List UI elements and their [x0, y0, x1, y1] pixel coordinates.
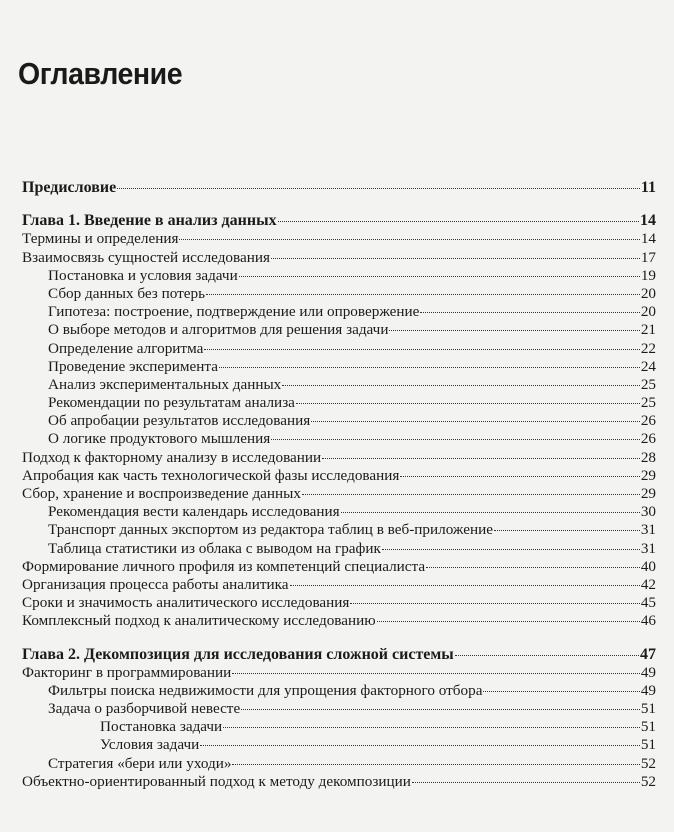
- toc-entry-label: Рекомендации по результатам анализа: [48, 394, 295, 412]
- toc-entry-label: Сроки и значимость аналитического исследования: [22, 594, 350, 612]
- toc-entry-label: Апробация как часть технологической фазы исследования: [22, 466, 400, 484]
- toc-entry-label: Взаимосвязь сущностей исследования: [22, 248, 270, 266]
- table-of-contents: [22, 179, 656, 791]
- toc-entry-page-number: 31: [640, 521, 656, 539]
- toc-entry-label: Организация процесса работы аналитика: [22, 575, 289, 593]
- toc-entry: [22, 412, 656, 430]
- dot-leader: [389, 330, 639, 331]
- toc-entry-label: Подход к факторному анализу в исследовании: [22, 448, 322, 466]
- toc-entry-page-number: 25: [640, 375, 656, 393]
- toc-entry-label: Объектно-ориентированный подход к методу декомпозиции: [22, 772, 411, 790]
- toc-entry-page-number: 42: [640, 575, 656, 593]
- toc-entry-label: Постановка и условия задачи: [48, 266, 238, 284]
- toc-entry-page-number: 20: [640, 303, 656, 321]
- dot-leader: [179, 239, 639, 240]
- toc-entry-label: О логике продуктового мышления: [48, 430, 271, 448]
- toc-chapter-entry: [22, 646, 656, 664]
- dot-leader: [302, 494, 640, 495]
- dot-leader: [420, 312, 639, 313]
- toc-entry: [22, 376, 656, 394]
- toc-entry-page-number: 47: [640, 645, 656, 663]
- toc-entry-page-number: 52: [640, 772, 656, 790]
- dot-leader: [455, 655, 639, 656]
- dot-leader: [117, 188, 640, 189]
- dot-leader: [341, 512, 640, 513]
- toc-entry-page-number: 46: [640, 612, 656, 630]
- toc-entry: [22, 664, 656, 682]
- toc-entry: [22, 249, 656, 267]
- dot-leader: [271, 439, 640, 440]
- dot-leader: [206, 294, 640, 295]
- dot-leader: [239, 276, 640, 277]
- toc-entry: [22, 394, 656, 412]
- toc-entry: [22, 230, 656, 248]
- toc-entry-page-number: 21: [640, 321, 656, 339]
- toc-entry: [22, 576, 656, 594]
- toc-entry-page-number: 20: [640, 284, 656, 302]
- toc-entry: [22, 285, 656, 303]
- toc-entry-label: Рекомендация вести календарь исследования: [48, 503, 340, 521]
- dot-leader: [282, 385, 640, 386]
- toc-entry-label: Постановка задачи: [100, 718, 223, 736]
- toc-entry-label: Сбор, хранение и воспроизведение данных: [22, 485, 301, 502]
- toc-entry-page-number: 31: [640, 539, 656, 557]
- toc-entry: [22, 700, 656, 718]
- toc-entry-label: Термины и определения: [22, 230, 179, 248]
- toc-entry-label: Глава 1. Введение в анализ данных: [22, 212, 277, 230]
- dot-leader: [426, 567, 640, 568]
- toc-entry-label: Условия задачи: [100, 736, 200, 754]
- dot-leader: [232, 673, 640, 674]
- toc-entry: [22, 612, 656, 630]
- toc-entry-label: О выборе методов и алгоритмов для решения задачи: [48, 321, 389, 339]
- toc-entry-label: Фильтры поиска недвижимости для упрощения факторного отбора: [48, 681, 483, 699]
- toc-entry: [22, 430, 656, 448]
- toc-entry: [22, 755, 656, 773]
- dot-leader: [382, 549, 640, 550]
- dot-leader: [219, 367, 640, 368]
- toc-entry: [22, 503, 656, 521]
- toc-entry-label: Задача о разборчивой невесте: [48, 700, 241, 718]
- toc-entry-label: Об апробации результатов исследования: [48, 412, 311, 430]
- toc-chapter-entry: [22, 179, 656, 197]
- toc-entry-label: Формирование личного профиля из компетенций специалиста: [22, 557, 426, 575]
- toc-entry-page-number: 14: [640, 230, 656, 248]
- toc-entry-label: Гипотеза: построение, подтверждение или опровержение: [48, 303, 420, 321]
- toc-entry-page-number: 40: [640, 557, 656, 575]
- toc-entry-label: Предисловие: [22, 179, 117, 196]
- toc-entry: [22, 267, 656, 285]
- page-title: Оглавление: [18, 56, 183, 91]
- dot-leader: [494, 530, 640, 531]
- toc-entry: [22, 594, 656, 612]
- toc-entry-page-number: 24: [640, 357, 656, 375]
- toc-entry-label: Определение алгоритма: [48, 339, 204, 357]
- toc-entry-page-number: 49: [640, 663, 656, 681]
- dot-leader: [412, 782, 640, 783]
- dot-leader: [232, 764, 639, 765]
- toc-entry-label: Транспорт данных экспортом из редактора таблиц в веб-приложение: [48, 521, 493, 539]
- toc-entry-label: Комплексный подход к аналитическому исследованию: [22, 612, 376, 630]
- dot-leader: [278, 221, 639, 222]
- toc-entry-page-number: 30: [640, 503, 656, 521]
- toc-entry: [22, 540, 656, 558]
- dot-leader: [200, 745, 640, 746]
- toc-entry-label: Таблица статистики из облака с выводом на график: [48, 539, 381, 557]
- dot-leader: [400, 476, 639, 477]
- dot-leader: [311, 421, 640, 422]
- toc-entry-page-number: 26: [640, 430, 656, 448]
- toc-entry-page-number: 25: [640, 394, 656, 412]
- dot-leader: [241, 709, 640, 710]
- toc-entry-label: Сбор данных без потерь: [48, 284, 206, 302]
- toc-entry-page-number: 28: [640, 448, 656, 466]
- dot-leader: [483, 691, 639, 692]
- dot-leader: [223, 727, 640, 728]
- toc-entry: [22, 321, 656, 339]
- toc-entry-page-number: 11: [640, 179, 656, 196]
- dot-leader: [377, 621, 640, 622]
- toc-entry: [22, 358, 656, 376]
- toc-entry-page-number: 45: [640, 594, 656, 612]
- toc-entry-page-number: 14: [640, 212, 656, 230]
- toc-entry-label: Анализ экспериментальных данных: [48, 375, 282, 393]
- toc-entry-page-number: 51: [640, 718, 656, 736]
- dot-leader: [271, 258, 640, 259]
- toc-chapter-entry: [22, 212, 656, 230]
- toc-entry-label: Глава 2. Декомпозиция для исследования сложной системы: [22, 645, 454, 663]
- toc-entry-page-number: 51: [640, 736, 656, 754]
- toc-entry: [22, 521, 656, 539]
- toc-entry-page-number: 49: [640, 681, 656, 699]
- dot-leader: [350, 603, 639, 604]
- toc-entry: [22, 485, 656, 503]
- toc-entry-page-number: 17: [640, 248, 656, 266]
- toc-entry: [22, 682, 656, 700]
- toc-entry-label: Стратегия «бери или уходи»: [48, 754, 232, 772]
- toc-entry-page-number: 52: [640, 754, 656, 772]
- toc-entry-page-number: 29: [640, 466, 656, 484]
- toc-entry-page-number: 26: [640, 412, 656, 430]
- toc-entry-label: Факторинг в программировании: [22, 663, 232, 681]
- toc-entry-page-number: 29: [640, 485, 656, 502]
- toc-entry-page-number: 19: [640, 266, 656, 284]
- toc-entry: [22, 773, 656, 791]
- toc-entry: [22, 558, 656, 576]
- toc-entry: [22, 736, 656, 754]
- toc-entry: [22, 467, 656, 485]
- toc-entry-page-number: 51: [640, 700, 656, 718]
- toc-entry: [22, 340, 656, 358]
- toc-entry: [22, 303, 656, 321]
- dot-leader: [296, 403, 640, 404]
- dot-leader: [322, 458, 640, 459]
- toc-entry-page-number: 22: [640, 339, 656, 357]
- toc-entry: [22, 718, 656, 736]
- dot-leader: [290, 585, 640, 586]
- toc-entry: [22, 449, 656, 467]
- dot-leader: [204, 349, 639, 350]
- toc-entry-label: Проведение эксперимента: [48, 357, 218, 375]
